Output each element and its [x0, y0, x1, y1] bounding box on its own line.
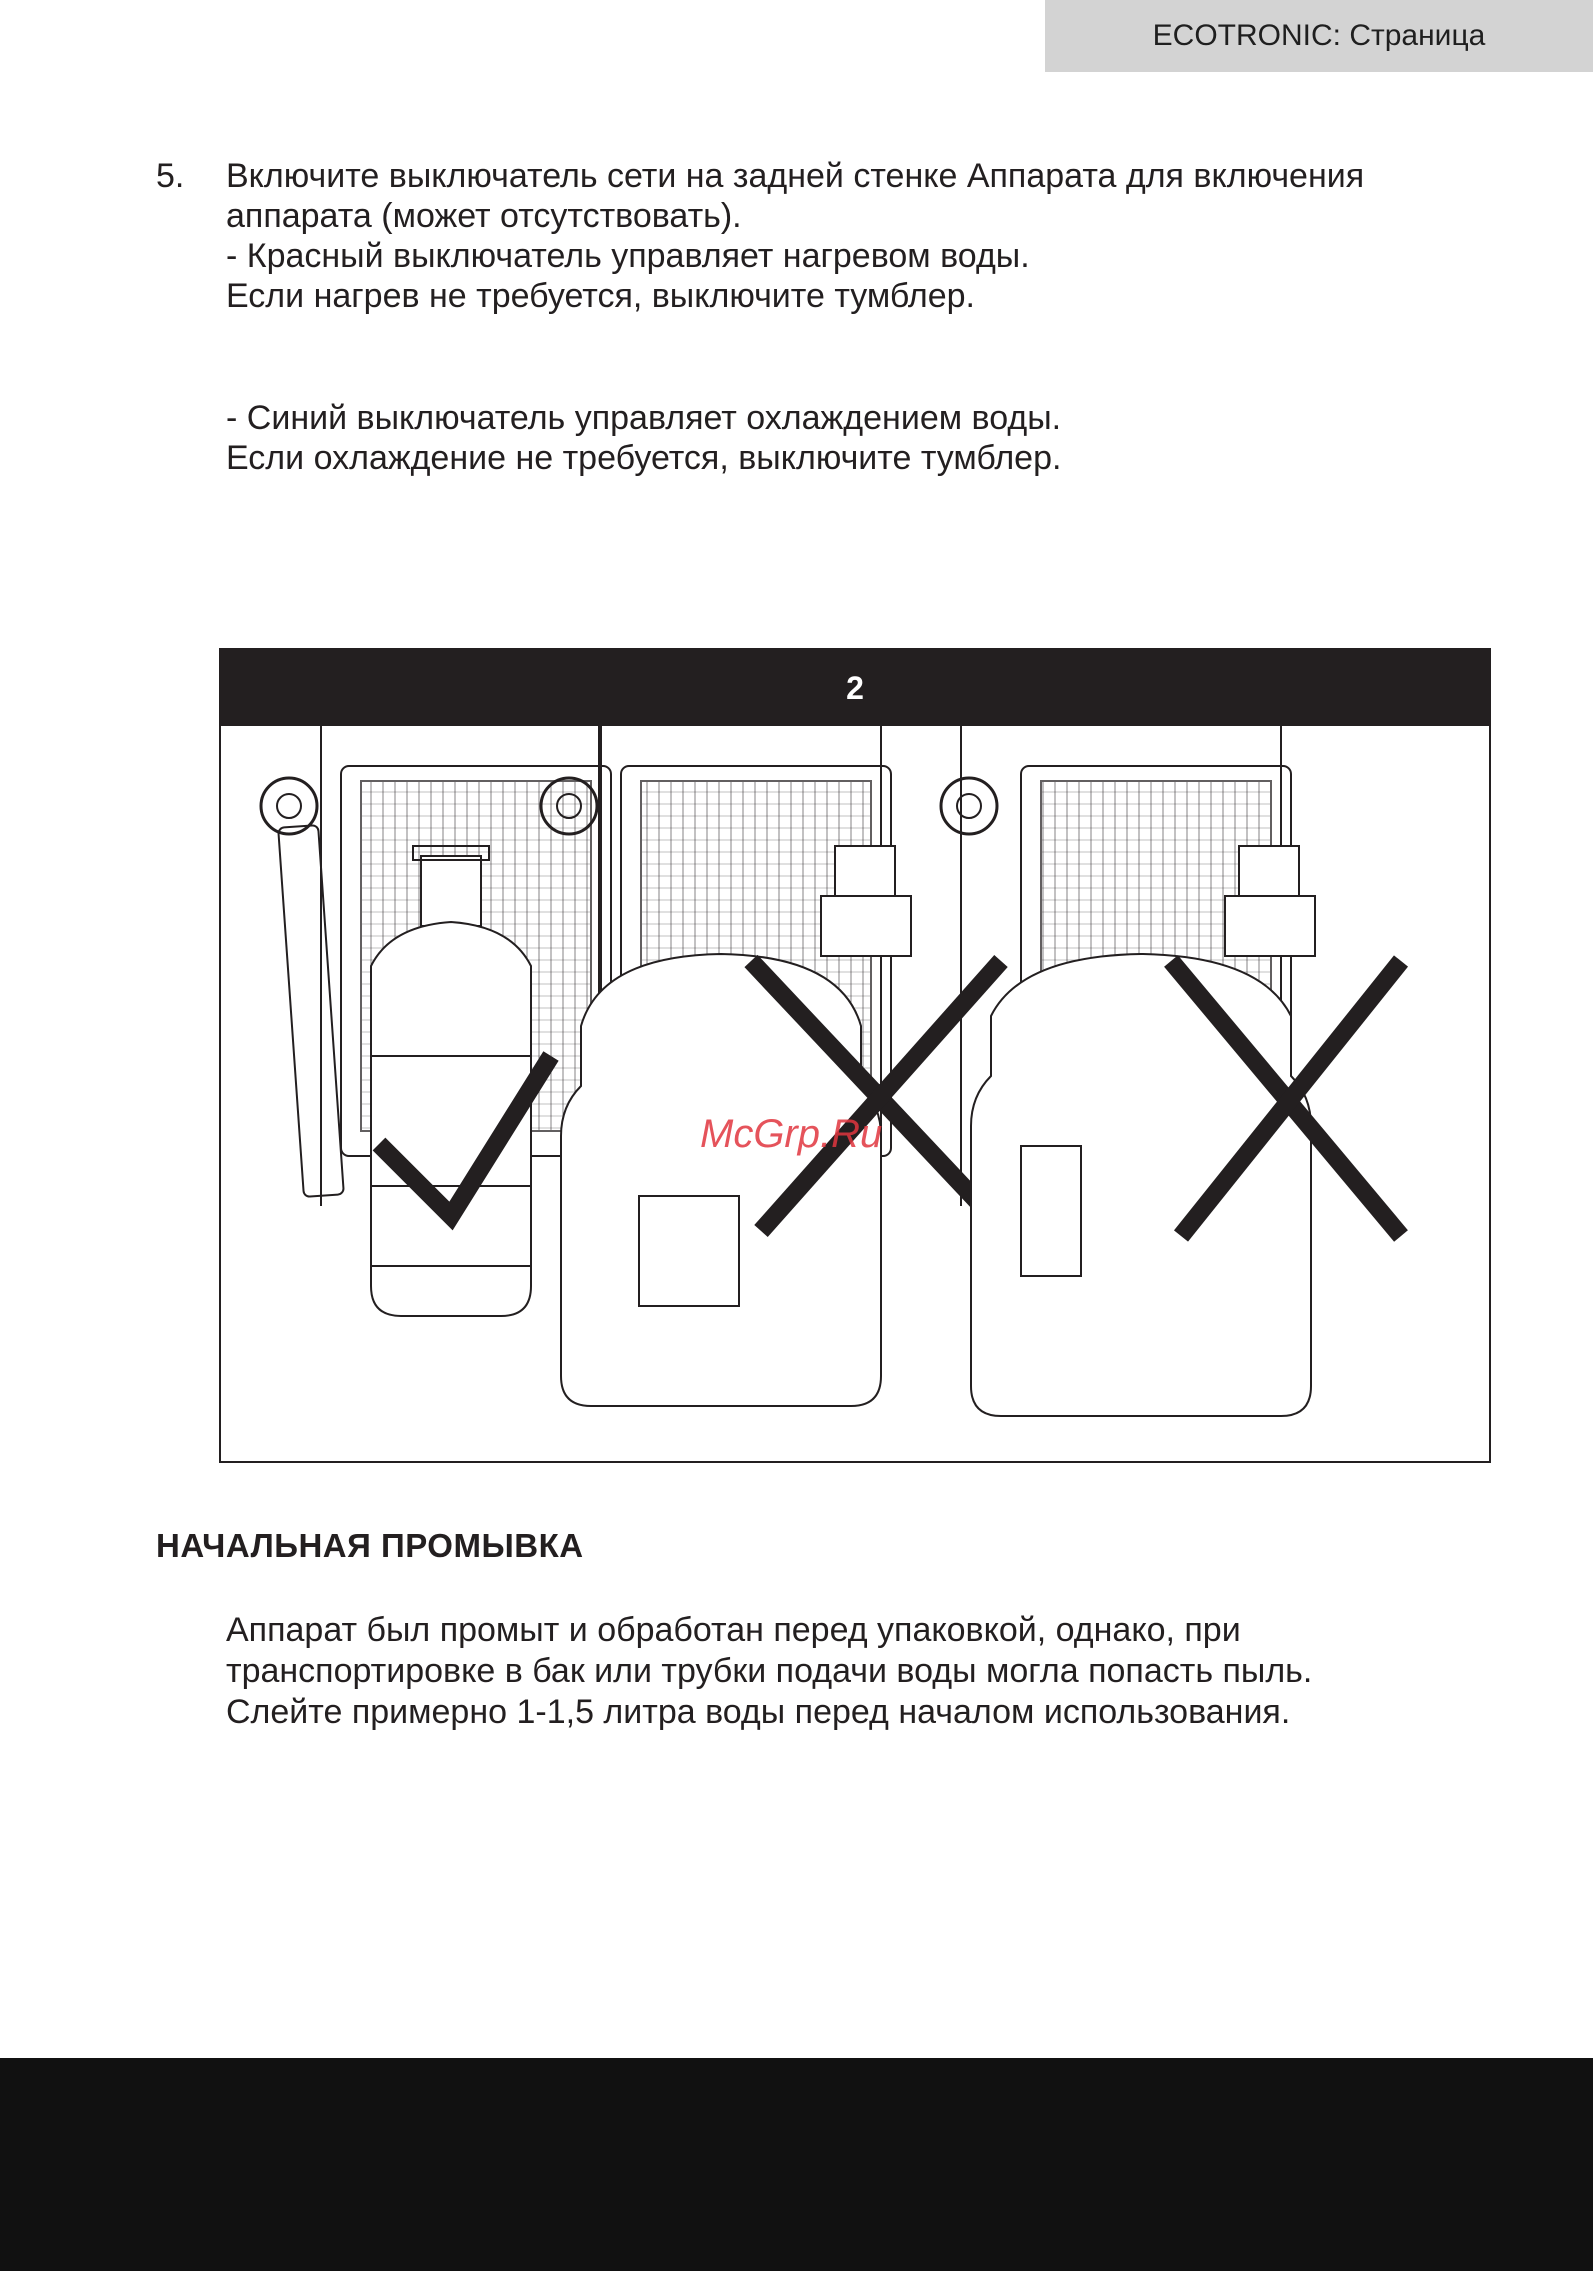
header-badge: ECOTRONIC: Страница [1045, 0, 1593, 72]
section-title: НАЧАЛЬНАЯ ПРОМЫВКА [156, 1527, 584, 1564]
step-text [226, 156, 1456, 478]
paragraph-line: Слейте примерно 1-1,5 литра воды перед началом использования. [226, 1693, 1291, 1731]
paragraph-line: транспортировке в бак или трубки подачи воды могла попасть пыль. [226, 1652, 1313, 1690]
figure-2 [219, 648, 1491, 1463]
step-line: Если нагрев не требуется, выключите тумблер. [226, 277, 975, 315]
step-number: 5. [156, 157, 185, 195]
panel-correct [261, 726, 611, 1316]
step-line: Включите выключатель сети на задней стенке Аппарата для включения [226, 157, 1365, 195]
step-line: - Синий выключатель управляет охлаждением воды. [226, 399, 1062, 437]
watermark: McGrp.Ru [700, 1112, 883, 1156]
figure-label: 2 [221, 650, 1489, 726]
footer-band [0, 2058, 1593, 2271]
step-line: Если охлаждение не требуется, выключите тумблер. [226, 439, 1062, 477]
step-line: аппарата (может отсутствовать). [226, 197, 742, 235]
paragraph-line: Аппарат был промыт и обработан перед упаковкой, однако, при [226, 1611, 1241, 1649]
figure-illustration [221, 726, 1489, 1461]
step-line: - Красный выключатель управляет нагревом воды. [226, 237, 1030, 275]
section-paragraph [226, 1610, 1476, 1733]
